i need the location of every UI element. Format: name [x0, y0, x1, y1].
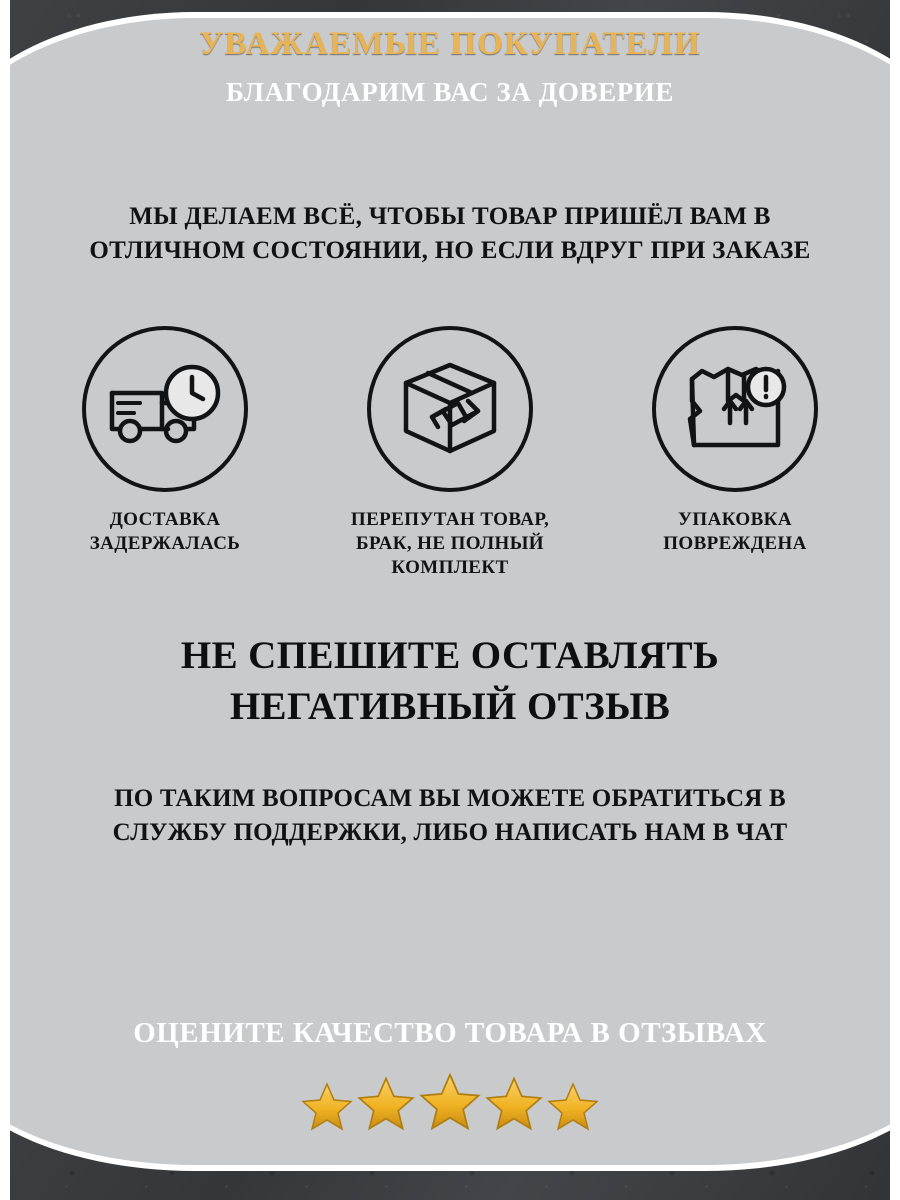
star-icon [419, 1071, 481, 1131]
issue-item-wrong-goods [325, 326, 575, 579]
footer [0, 1015, 900, 1131]
intro-text: МЫ ДЕЛАЕМ ВСЁ, ЧТОБЫ ТОВАР ПРИШЁЛ ВАМ В ОТЛИЧНОМ СОСТОЯНИИ, НО ЕСЛИ ВДРУГ ПРИ ЗАКАЗЕ [89, 203, 811, 264]
support-text: ПО ТАКИМ ВОПРОСАМ ВЫ МОЖЕТЕ ОБРАТИТЬСЯ В СЛУЖБУ ПОДДЕРЖКИ, ЛИБО НАПИСАТЬ НАМ В ЧАТ [112, 785, 788, 846]
issue-caption-wrong-goods: ПЕРЕПУТАН ТОВАР, БРАК, НЕ ПОЛНЫЙ КОМПЛЕКТ [350, 509, 550, 578]
issue-caption-delivery: ДОСТАВКА ЗАДЕРЖАЛАСЬ [89, 509, 241, 554]
footer-call-to-action: ОЦЕНИТЕ КАЧЕСТВО ТОВАРА В ОТЗЫВАХ [133, 1017, 767, 1049]
star-icon [547, 1081, 599, 1131]
damaged-package-icon [652, 326, 818, 492]
issue-item-damaged-package [610, 326, 860, 579]
headline-text: НЕ СПЕШИТЕ ОСТАВЛЯТЬ НЕГАТИВНЫЙ ОТЗЫВ [180, 634, 720, 729]
issue-caption-damaged-package: УПАКОВКА ПОВРЕЖДЕНА [663, 509, 807, 554]
page-subtitle: БЛАГОДАРИМ ВАС ЗА ДОВЕРИЕ [225, 77, 675, 107]
page-title: УВАЖАЕМЫЕ ПОКУПАТЕЛИ [199, 26, 701, 62]
star-icon [301, 1081, 353, 1131]
box-return-arrow-icon [367, 326, 533, 492]
star-icon [357, 1075, 415, 1131]
issue-icons-row [40, 326, 860, 579]
header [0, 0, 900, 109]
rating-stars [0, 1071, 900, 1131]
star-icon [485, 1075, 543, 1131]
delivery-truck-clock-icon [82, 326, 248, 492]
issue-item-delivery [40, 326, 290, 579]
